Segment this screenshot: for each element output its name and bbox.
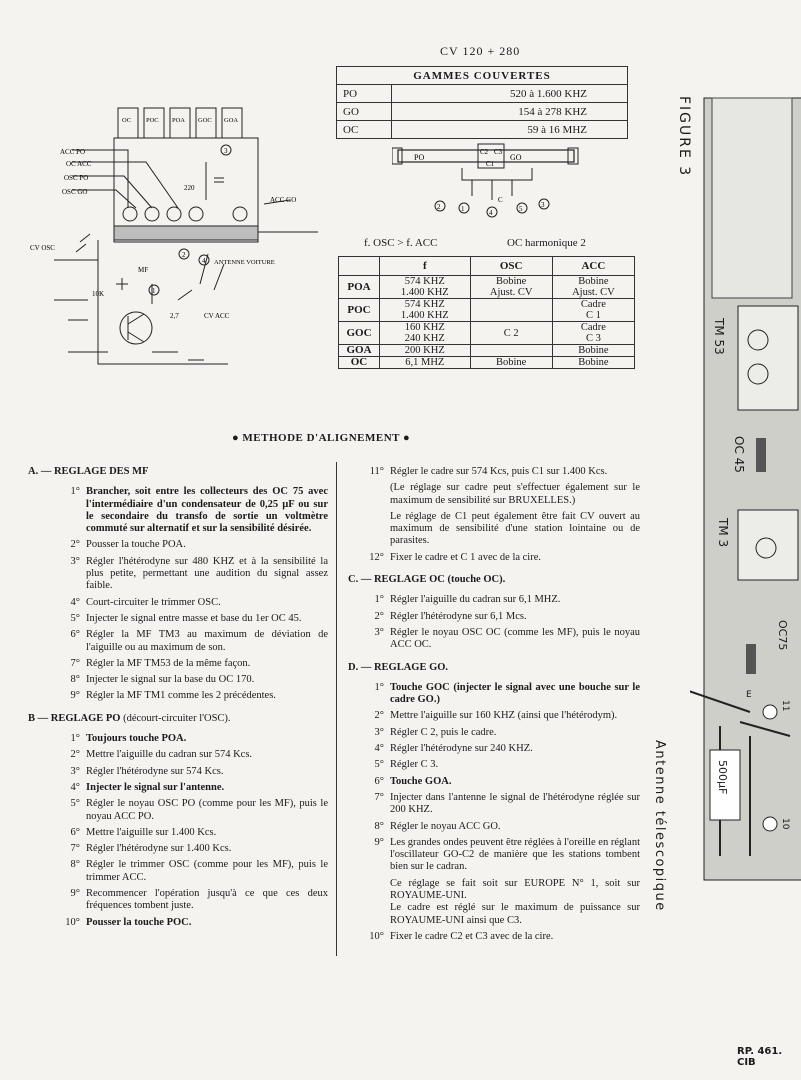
table-row	[337, 85, 628, 103]
table-row	[337, 103, 628, 121]
antenne-telescopique-label: Antenne télescopique	[652, 740, 667, 912]
step-number: 12°	[369, 551, 384, 563]
step-text: Fixer le cadre et C 1 avec de la cire.	[390, 551, 542, 563]
section-b-title-main: B — REGLAGE PO	[28, 712, 121, 724]
list-item	[348, 837, 640, 874]
adjust-table	[338, 256, 635, 369]
freq-1: 6,1 MHZ	[380, 357, 471, 369]
pin-11-label: 11	[780, 700, 790, 712]
list-item	[28, 597, 328, 609]
label-osc-go: OSC GO	[62, 188, 88, 196]
circle-num: 3	[224, 147, 228, 155]
list-item	[28, 690, 328, 702]
note-text: Ce réglage se fait soit sur EUROPE N° 1, soit sur ROYAUME-UNI.	[390, 877, 640, 902]
table-row	[339, 322, 635, 345]
table-row	[339, 357, 635, 369]
gammes-value: 154 à 278 KHZ	[391, 103, 627, 121]
list-item	[348, 821, 640, 833]
pin-label: 2	[437, 203, 441, 211]
step-text: Régler la MF TM3 au maximum de déviation de l'aiguille ou au maximum de son.	[86, 629, 328, 653]
circle-num: 1	[152, 287, 156, 295]
step-text: Régler l'hétérodyne sur 480 KHZ et à la sensibilité la plus petite, permettant une audition du signal assez faible.	[86, 555, 328, 592]
tm53-label: TM 53	[712, 318, 726, 355]
pin-label: 4	[489, 209, 493, 217]
label-2-7: 2,7	[170, 312, 179, 320]
list-item	[348, 611, 640, 623]
list-item	[28, 888, 328, 913]
band-cell: POC	[339, 299, 380, 322]
freq-1: 160 KHZ	[404, 322, 445, 333]
list-item	[28, 798, 328, 823]
button-goa: GOA	[224, 117, 239, 124]
pin-e-label: E	[746, 690, 752, 700]
step-number: 7°	[374, 791, 384, 803]
pin-label: 1	[461, 205, 465, 213]
step-text: Brancher, soit entre les collecteurs des OC 75 avec l'intermédiaire d'un condensateur de 0,25 µF ou sur le secondaire du transfo de sortie un voltmètre commuté sur alternatif et sur la sensibilité désirée.	[86, 486, 328, 535]
list-item	[348, 710, 640, 722]
osc-2: Ajust. CV	[489, 287, 533, 298]
list-item	[28, 629, 328, 654]
freq-2: 1.400 KHZ	[400, 287, 449, 298]
band-cell: OC	[339, 357, 380, 369]
label-10k: 10K	[92, 290, 105, 298]
step-number: 4°	[374, 743, 384, 755]
list-item	[348, 931, 640, 943]
note-text: Le cadre est réglé sur le maximum de puissance sur ROYAUME-UNI ainsi que C3.	[390, 902, 640, 926]
gammes-title: GAMMES COUVERTES	[337, 67, 628, 85]
step-text: Régler l'hétérodyne sur 1.400 Kcs.	[86, 843, 232, 855]
step-number: 5°	[70, 798, 80, 810]
ferrite-po-label: PO	[414, 153, 425, 162]
list-item	[28, 674, 328, 686]
step-text: Touche GOC (injecter le signal avec une bouche sur le cadre GO.)	[390, 681, 640, 706]
note-text: Le réglage de C1 peut également être fait CV ouvert au maximum de sensibilité d'une station lointaine ou de parasites.	[390, 510, 640, 547]
section-b-title	[28, 713, 328, 725]
acc-2: Ajust. CV	[572, 287, 615, 298]
list-item	[28, 917, 328, 929]
acc-1: Bobine	[552, 357, 634, 369]
label-220: 220	[184, 184, 195, 192]
section-d-title: D. — REGLAGE GO.	[348, 661, 449, 673]
acc-2: C 3	[585, 333, 601, 344]
step-number: 1°	[374, 594, 384, 606]
step-text: Injecter le signal sur la base du OC 170.	[86, 674, 255, 686]
step-number: 2°	[374, 610, 384, 622]
list-item	[348, 759, 640, 771]
step-number: 3°	[70, 765, 80, 777]
list-item	[348, 627, 640, 652]
step-number: 5°	[374, 759, 384, 771]
circle-num: 4	[202, 257, 206, 265]
step-number: 4°	[70, 781, 80, 793]
step-number: 7°	[70, 657, 80, 669]
list-item	[348, 594, 640, 606]
gammes-table	[336, 66, 628, 139]
label-mf: MF	[138, 266, 149, 274]
step-number: 2°	[374, 710, 384, 722]
figure-label: FIGURE 3	[676, 96, 692, 178]
oc-harmonique-note: OC harmonique 2	[507, 237, 586, 249]
step-number: 10°	[65, 916, 80, 928]
pin-label: 5	[519, 205, 523, 213]
circuit-board	[690, 96, 801, 1056]
step-number: 9°	[70, 888, 80, 900]
step-number: 11°	[369, 466, 384, 477]
freq-2: 1.400 KHZ	[400, 310, 449, 321]
pin-10-label: 10	[780, 818, 790, 830]
note-text: (Le réglage sur cadre peut s'effectuer également sur le maximum de sensibilité sur BRUXELLES.)	[390, 482, 640, 506]
step-text: Court-circuiter le trimmer OSC.	[86, 596, 221, 608]
list-item	[348, 776, 640, 788]
reference-label: RP. 461. CIB	[737, 1046, 783, 1068]
step-text: Mettre l'aiguille du cadran sur 574 Kcs.	[86, 749, 253, 761]
list-item	[348, 466, 640, 478]
step-text: Régler l'hétérodyne sur 574 Kcs.	[86, 765, 224, 777]
list-item	[348, 743, 640, 755]
list-item	[28, 613, 328, 625]
header-acc: ACC	[552, 257, 634, 276]
gammes-band: OC	[337, 121, 392, 139]
list-item	[28, 766, 328, 778]
list-item	[28, 486, 328, 535]
list-item	[28, 539, 328, 551]
step-text: Toujours touche POA.	[86, 733, 187, 745]
ferrite-go-label: GO	[510, 153, 522, 162]
step-text: Régler C 2, puis le cadre.	[390, 726, 497, 738]
step-text: Pousser la touche POC.	[86, 916, 192, 928]
band-cell: POA	[339, 276, 380, 299]
header-blank	[339, 257, 380, 276]
step-text: Fixer le cadre C2 et C3 avec de la cire.	[390, 930, 554, 942]
step-number: 8°	[70, 674, 80, 686]
tm3-label: TM 3	[716, 518, 730, 548]
fosc-note: f. OSC > f. ACC	[364, 237, 438, 249]
step-number: 6°	[70, 826, 80, 838]
step-number: 3°	[374, 726, 384, 738]
step-number: 3°	[70, 555, 80, 567]
acc-1: Bobine	[552, 345, 634, 357]
step-text: Recommencer l'opération jusqu'à ce que ces deux fréquences tombent juste.	[86, 888, 328, 912]
osc-1: Bobine	[470, 357, 552, 369]
step-number: 2°	[70, 749, 80, 761]
step-text: Pousser la touche POA.	[86, 539, 186, 551]
table-row	[337, 121, 628, 139]
list-item	[28, 859, 328, 884]
column-divider	[336, 462, 337, 956]
freq-2: 240 KHZ	[404, 333, 445, 344]
step-number: 9°	[374, 836, 384, 848]
list-item	[28, 733, 328, 745]
cap-500uf-label: 500µF	[716, 760, 729, 795]
pin-label: 3	[541, 201, 545, 209]
label-antenne-voiture: ANTENNE VOITURE	[214, 259, 275, 266]
cap-label: C	[498, 196, 503, 204]
acc-1: Bobine	[578, 276, 609, 287]
step-text: Régler la MF TM53 de la même façon.	[86, 657, 251, 669]
button-poa: POA	[172, 117, 186, 124]
header-f: f	[380, 257, 471, 276]
table-row	[339, 299, 635, 322]
step-text: Mettre l'aiguille sur 1.400 Kcs.	[86, 826, 217, 838]
step-number: 4°	[70, 596, 80, 608]
cv-title: CV 120 + 280	[440, 44, 521, 58]
step-text: Régler le noyau OSC PO (comme pour les MF), puis le noyau ACC PO.	[86, 798, 328, 822]
step-number: 1°	[374, 681, 384, 693]
list-item	[28, 658, 328, 670]
step-text: Régler le noyau ACC GO.	[390, 820, 501, 832]
gammes-band: PO	[337, 85, 392, 103]
step-text: Régler l'aiguille du cadran sur 6,1 MHZ.	[390, 594, 561, 606]
step-text: Injecter le signal entre masse et base du 1er OC 45.	[86, 612, 302, 624]
step-text: Régler la MF TM1 comme les 2 précédentes.	[86, 690, 276, 702]
step-text: Régler le noyau OSC OC (comme les MF), puis le noyau ACC OC.	[390, 626, 640, 651]
band-cell: GOC	[339, 322, 380, 345]
list-item	[28, 843, 328, 855]
step-number: 1°	[70, 733, 80, 745]
acc-1: Cadre	[580, 322, 606, 333]
step-number: 6°	[374, 775, 384, 787]
step-text: Injecter dans l'antenne le signal de l'hétérodyne réglée sur 200 KHZ.	[390, 791, 640, 816]
list-item	[348, 682, 640, 707]
label-cv-acc: CV ACC	[204, 312, 230, 320]
step-text: Régler le trimmer OSC (comme pour les MF), puis le trimmer ACC.	[86, 859, 328, 883]
list-item	[28, 782, 328, 794]
methode-title: ● METHODE D'ALIGNEMENT ●	[232, 432, 411, 444]
coil-c3-label: C3	[494, 148, 503, 156]
band-cell: GOA	[339, 345, 380, 357]
label-acc-go: ACC GO	[270, 196, 297, 204]
step-number: 1°	[70, 486, 80, 498]
section-c-title: C. — REGLAGE OC (touche OC).	[348, 574, 506, 586]
freq-1: 574 KHZ	[404, 276, 445, 287]
step-number: 6°	[70, 629, 80, 641]
step-number: 2°	[70, 539, 80, 551]
header-osc: OSC	[470, 257, 552, 276]
step-number: 10°	[369, 930, 384, 942]
step-text: Régler le cadre sur 574 Kcs, puis C1 sur 1.400 Kcs.	[390, 466, 608, 477]
step-text: Régler C 3.	[390, 759, 439, 771]
label-acc-po: ACC PO	[60, 148, 86, 156]
coil-c1-label: C1	[486, 160, 495, 168]
step-number: 9°	[70, 690, 80, 702]
freq-1: 200 KHZ	[380, 345, 471, 357]
step-text: Les grandes ondes peuvent être réglées à l'oreille en réglant l'oscillateur GO-C2 de manière que les stations tombent bien sur le cadran.	[390, 836, 640, 873]
button-goc: GOC	[198, 117, 212, 124]
label-oc-acc: OC ACC	[66, 160, 92, 168]
section-b-title-sub: (décourt-circuiter l'OSC).	[123, 712, 231, 724]
step-text: Régler l'hétérodyne sur 240 KHZ.	[390, 743, 533, 755]
list-item	[28, 827, 328, 839]
list-item	[28, 556, 328, 593]
left-column	[28, 466, 328, 933]
coil-c2-label: C2	[480, 148, 489, 156]
step-number: 3°	[374, 626, 384, 638]
table-row	[339, 276, 635, 299]
step-number: 7°	[70, 843, 80, 855]
list-item	[348, 727, 640, 739]
list-item	[348, 552, 640, 564]
step-number: 8°	[374, 820, 384, 832]
list-item	[348, 792, 640, 817]
step-text: Régler l'hétérodyne sur 6,1 Mcs.	[390, 610, 527, 622]
circle-num: 2	[182, 251, 186, 259]
ferrite-antenna-diagram	[392, 140, 592, 230]
acc-1: Cadre	[580, 299, 606, 310]
gammes-band: GO	[337, 103, 392, 121]
osc-1: Bobine	[495, 276, 527, 287]
gammes-value: 520 à 1.600 KHZ	[391, 85, 627, 103]
section-a-title: A. — REGLAGE DES MF	[28, 466, 149, 477]
acc-2: C 1	[585, 310, 601, 321]
button-oc: OC	[122, 117, 132, 124]
list-item	[28, 749, 328, 761]
step-number: 8°	[70, 859, 80, 871]
label-cv-osc: CV OSC	[30, 244, 55, 252]
table-row	[339, 345, 635, 357]
step-text: Mettre l'aiguille sur 160 KHZ (ainsi que l'hétérodym).	[390, 710, 618, 722]
oc45-label: OC 45	[732, 436, 746, 473]
right-column	[348, 466, 640, 947]
label-osc-po: OSC PO	[64, 174, 89, 182]
circuit-schematic	[28, 104, 318, 374]
button-poc: POC	[146, 117, 159, 124]
step-text: Touche GOA.	[390, 775, 452, 787]
osc-1: C 2	[503, 327, 519, 339]
gammes-value: 59 à 16 MHZ	[391, 121, 627, 139]
step-text: Injecter le signal sur l'antenne.	[86, 781, 225, 793]
oc75-label: OC75	[776, 620, 789, 651]
step-number: 5°	[70, 612, 80, 624]
freq-1: 574 KHZ	[404, 299, 445, 310]
